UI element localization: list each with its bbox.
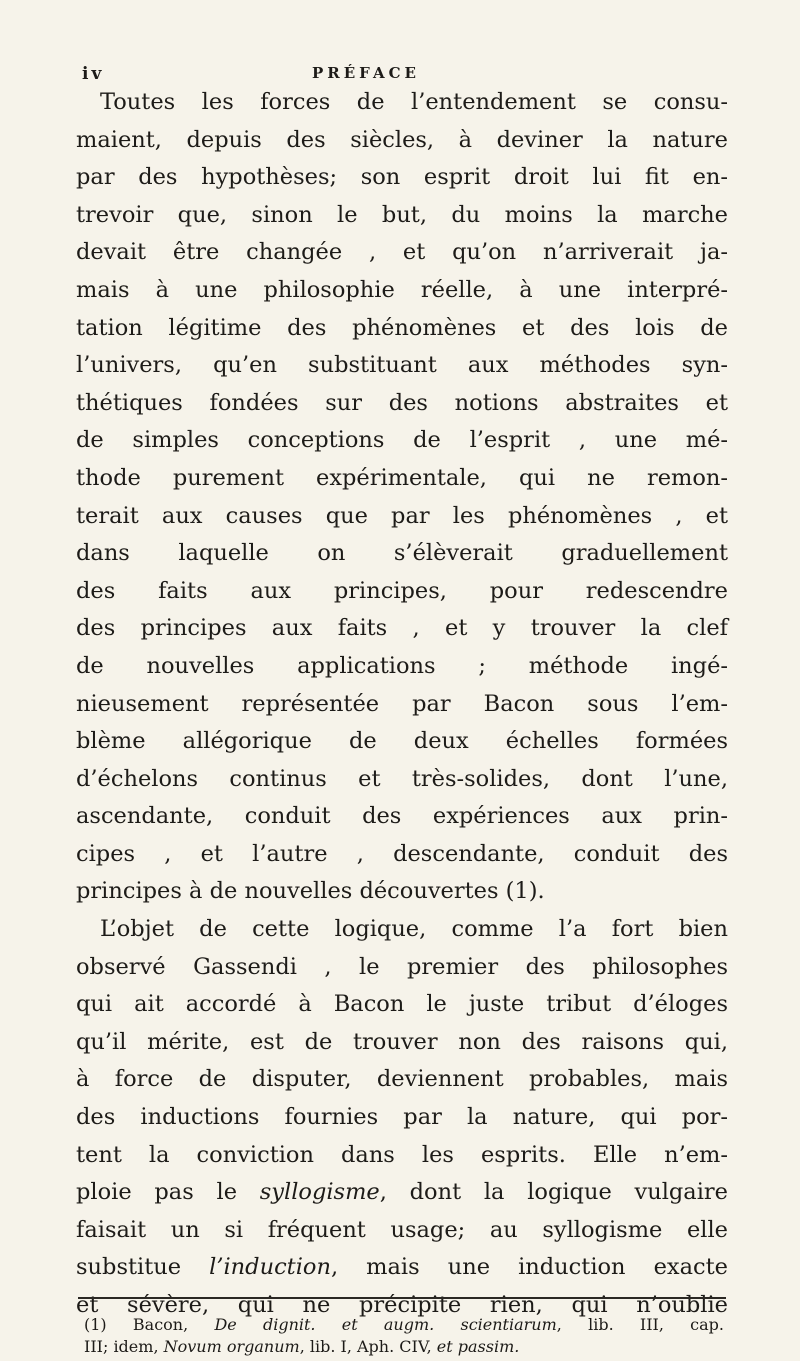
- text-line: qui ait accordé à Bacon le juste tribut d’éloges: [76, 991, 728, 1018]
- text-line: dans laquelle on s’élèverait graduellement: [76, 540, 728, 567]
- text-line: [76, 1174, 728, 1212]
- text-fragment: substitue: [76, 1254, 210, 1281]
- text-line: et sévère, qui ne précipite rien, qui n’oublie: [76, 1292, 728, 1318]
- footnote: [84, 1314, 724, 1358]
- footnote-passim: et passim.: [436, 1337, 520, 1356]
- text-line: à force de disputer, deviennent probables, mais: [76, 1066, 728, 1093]
- body-text: [76, 84, 728, 1325]
- text-fragment: III; idem,: [84, 1337, 164, 1356]
- text-line: d’échelons continus et très-solides, dont l’une,: [76, 765, 728, 792]
- text-line: thétiques fondées sur des notions abstraites et: [76, 389, 728, 416]
- text-line: devait être changée , et qu’on n’arriverait ja-: [76, 239, 728, 266]
- footnote-rule: [78, 1297, 726, 1299]
- text-line: par des hypothèses; son esprit droit lui fit en-: [76, 164, 728, 191]
- text-fragment: ploie pas le: [76, 1179, 260, 1206]
- text-line: de nouvelles applications ; méthode ingé-: [76, 652, 728, 679]
- footnote-line: [84, 1314, 724, 1336]
- text-fragment: , dont la logique vulgaire: [379, 1179, 728, 1206]
- italic-term-syllogisme: syllogisme: [259, 1179, 380, 1206]
- italic-term-induction: l’induction: [209, 1254, 331, 1281]
- text-fragment: , mais une induction exacte: [330, 1254, 728, 1281]
- text-line: trevoir que, sinon le but, du moins la marche: [76, 201, 728, 228]
- text-line: de simples conceptions de l’esprit , une mé-: [76, 427, 728, 454]
- text-line: nieusement représentée par Bacon sous l’em-: [76, 690, 728, 717]
- text-line: L’objet de cette logique, comme l’a fort bien: [100, 916, 728, 943]
- footnote-title: Novum organum: [163, 1337, 300, 1356]
- text-line: tation légitime des phénomènes et des lois de: [76, 314, 728, 341]
- text-line: mais à une philosophie réelle, à une interpré-: [76, 276, 728, 303]
- running-title: PRÉFACE: [312, 64, 420, 82]
- text-line: thode purement expérimentale, qui ne remon-: [76, 464, 728, 491]
- text-line: cipes , et l’autre , descendante, conduit des: [76, 840, 728, 867]
- text-line: terait aux causes que par les phénomènes , et: [76, 502, 728, 529]
- text-line: [76, 1249, 728, 1287]
- text-fragment: , lib. I, Aph. CIV,: [299, 1337, 437, 1356]
- footnote-title: De dignit. et augm. scientiarum: [214, 1315, 557, 1334]
- text-line: des inductions fournies par la nature, qui por-: [76, 1104, 728, 1131]
- text-line: Toutes les forces de l’entendement se consu-: [100, 89, 728, 115]
- text-line: maient, depuis des siècles, à deviner la nature: [76, 126, 728, 153]
- text-line: tent la conviction dans les esprits. Elle n’em-: [76, 1141, 728, 1168]
- text-line: des faits aux principes, pour redescendre: [76, 577, 728, 604]
- text-line: observé Gassendi , le premier des philosophes: [76, 953, 728, 980]
- text-line: des principes aux faits , et y trouver la clef: [76, 615, 728, 642]
- footnote-line: [84, 1336, 724, 1358]
- text-line: qu’il mérite, est de trouver non des raisons qui,: [76, 1028, 728, 1055]
- text-line: l’univers, qu’en substituant aux méthodes syn-: [76, 352, 728, 379]
- text-line: ascendante, conduit des expériences aux prin-: [76, 803, 728, 830]
- text-line: blème allégorique de deux échelles formées: [76, 728, 728, 755]
- footnote-marker: (1) Bacon,: [84, 1315, 215, 1334]
- page-number: iv: [82, 64, 105, 84]
- text-fragment: , lib. III, cap.: [556, 1315, 725, 1334]
- text-line: principes à de nouvelles découvertes (1).: [76, 878, 545, 905]
- text-line: faisait un si fréquent usage; au syllogisme elle: [76, 1216, 728, 1243]
